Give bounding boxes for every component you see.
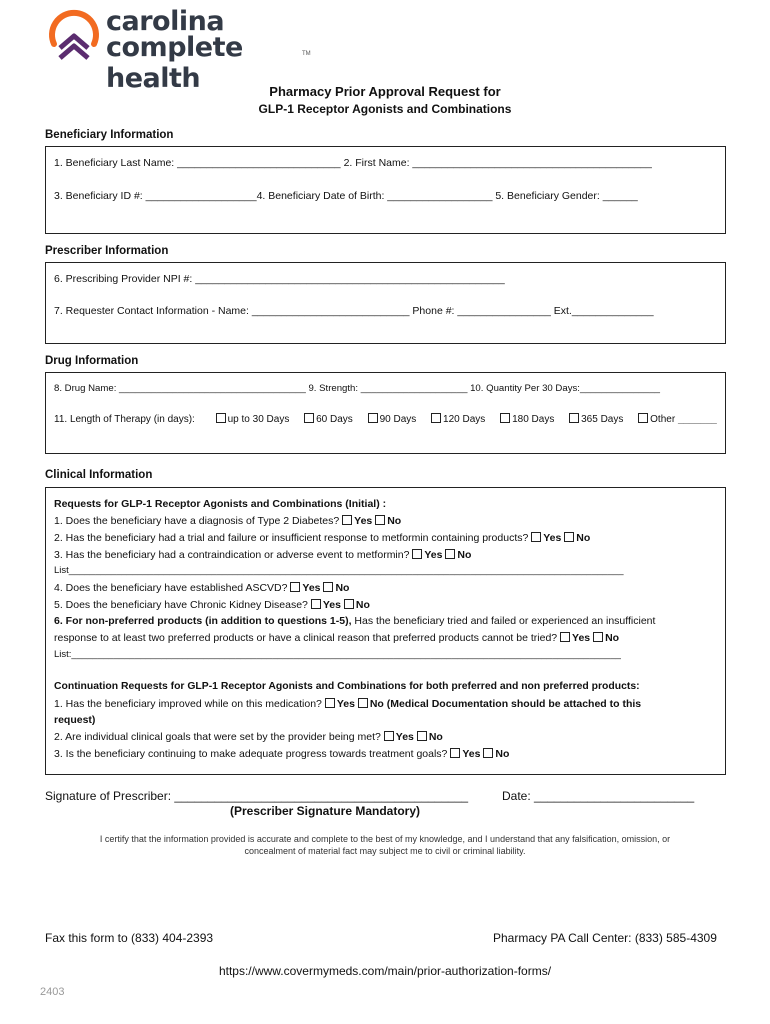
continuation-question-1: 1. Has the beneficiary improved while on this medication? Yes No (Medical Documentation should be attached to this (54, 698, 642, 710)
checkbox-icon[interactable] (368, 413, 378, 423)
question-4: 4. Does the beneficiary have established ASCVD? Yes No (54, 582, 350, 594)
list-field-1[interactable]: List_________________________________________________________________________________________________________ (54, 565, 624, 576)
yes-checkbox[interactable] (531, 532, 541, 542)
yes-checkbox[interactable] (450, 748, 460, 758)
no-checkbox[interactable] (344, 599, 354, 609)
continuation-question-2: 2. Are individual clinical goals that were set by the provider being met? Yes No (54, 731, 443, 743)
no-checkbox[interactable] (483, 748, 493, 758)
yes-checkbox[interactable] (325, 698, 335, 708)
prescriber-signature-field[interactable]: Signature of Prescriber: ____________________________________________ (45, 789, 469, 803)
option-365-days[interactable]: 365 Days (569, 414, 623, 425)
question-3: 3. Has the beneficiary had a contraindication or adverse event to metformin? Yes No (54, 549, 472, 561)
checkbox-icon[interactable] (638, 413, 648, 423)
form-code: 2403 (40, 986, 65, 998)
requester-contact-row[interactable]: 7. Requester Contact Information - Name: ___________________________ Phone #: ________________ Ext.______________ (54, 305, 654, 317)
no-checkbox[interactable] (323, 582, 333, 592)
certification-line-2: concealment of material fact may subject me to civil or criminal liability. (244, 846, 526, 856)
beneficiary-box (45, 146, 726, 234)
continuation-question-1-note: request) (54, 714, 96, 726)
beneficiary-id-row[interactable]: 3. Beneficiary ID #: ___________________4. Beneficiary Date of Birth: __________________ 5. Beneficiary Gender: ______ (54, 190, 638, 202)
no-checkbox[interactable] (593, 632, 603, 642)
yes-checkbox[interactable] (290, 582, 300, 592)
option-180-days[interactable]: 180 Days (500, 414, 554, 425)
option-60-days[interactable]: 60 Days (304, 414, 353, 425)
clinical-heading: Clinical Information (45, 469, 153, 481)
no-checkbox[interactable] (564, 532, 574, 542)
therapy-length-row (54, 413, 717, 425)
logo-text-line2: complete health (106, 32, 243, 94)
yes-checkbox[interactable] (412, 549, 422, 559)
therapy-label: 11. Length of Therapy (in days): (54, 414, 195, 425)
logo-mark-icon (44, 8, 104, 68)
no-checkbox[interactable] (358, 698, 368, 708)
covermymeds-link[interactable]: https://www.covermymeds.com/main/prior-authorization-forms/ (218, 964, 552, 978)
no-checkbox[interactable] (375, 515, 385, 525)
beneficiary-name-row[interactable]: 1. Beneficiary Last Name: ____________________________ 2. First Name: _________________________________________ (54, 157, 652, 169)
yes-checkbox[interactable] (384, 731, 394, 741)
signature-mandatory-note: (Prescriber Signature Mandatory) (229, 804, 421, 818)
form-title: Pharmacy Prior Approval Request for (269, 84, 501, 99)
certification-line-1: I certify that the information provided is accurate and complete to the best of my knowledge, and I understand that any falsification, omission, or (99, 834, 671, 844)
option-120-days[interactable]: 120 Days (431, 414, 485, 425)
company-logo (44, 6, 314, 94)
no-checkbox[interactable] (445, 549, 455, 559)
yes-checkbox[interactable] (311, 599, 321, 609)
continuation-heading: Continuation Requests for GLP-1 Receptor Agonists and Combinations for both preferred and non preferred products: (54, 681, 640, 692)
option-30-days[interactable]: up to 30 Days (216, 414, 290, 425)
prescriber-box (45, 262, 726, 344)
continuation-question-3: 3. Is the beneficiary continuing to make adequate progress towards treatment goals? Yes No (54, 748, 510, 760)
prescriber-npi-row[interactable]: 6. Prescribing Provider NPI #: _____________________________________________________ (54, 273, 505, 285)
initial-requests-heading: Requests for GLP-1 Receptor Agonists and Combinations (Initial) : (54, 498, 387, 510)
drug-box (45, 372, 726, 454)
trademark: TM (302, 51, 311, 57)
clinical-box (45, 487, 726, 775)
option-90-days[interactable]: 90 Days (368, 414, 417, 425)
no-checkbox[interactable] (417, 731, 427, 741)
beneficiary-heading: Beneficiary Information (45, 129, 174, 141)
drug-heading: Drug Information (45, 355, 139, 367)
checkbox-icon[interactable] (500, 413, 510, 423)
fax-number: Fax this form to (833) 404-2393 (45, 931, 214, 945)
question-6: 6. For non-preferred products (in addition to questions 1-5), Has the beneficiary tried and failed or experienced an insufficient (54, 615, 656, 627)
yes-checkbox[interactable] (342, 515, 352, 525)
question-5: 5. Does the beneficiary have Chronic Kidney Disease? Yes No (54, 599, 370, 611)
signature-date-field[interactable]: Date: ________________________ (502, 789, 695, 803)
list-field-2[interactable]: List:________________________________________________________________________________________________________ (54, 649, 621, 660)
question-6-line2: response to at least two preferred products or have a clinical reason that preferred products cannot be tried? Yes No (54, 632, 620, 644)
logo-text-line1: carolina (106, 6, 225, 37)
checkbox-icon[interactable] (216, 413, 226, 423)
checkbox-icon[interactable] (569, 413, 579, 423)
form-subtitle: GLP-1 Receptor Agonists and Combinations (258, 102, 512, 116)
yes-checkbox[interactable] (560, 632, 570, 642)
checkbox-icon[interactable] (304, 413, 314, 423)
checkbox-icon[interactable] (431, 413, 441, 423)
question-2: 2. Has the beneficiary had a trial and failure or insufficient response to metformin containing products? Yes No (54, 532, 591, 544)
drug-name-row[interactable]: 8. Drug Name: ___________________________________ 9. Strength: ____________________ 10. Quantity Per 30 Days:_______________ (54, 383, 660, 394)
pa-call-center: Pharmacy PA Call Center: (833) 585-4309 (493, 931, 717, 945)
option-other[interactable]: Other _______ (638, 414, 717, 425)
question-1: 1. Does the beneficiary have a diagnosis of Type 2 Diabetes? Yes No (54, 515, 402, 527)
prescriber-heading: Prescriber Information (45, 245, 169, 257)
